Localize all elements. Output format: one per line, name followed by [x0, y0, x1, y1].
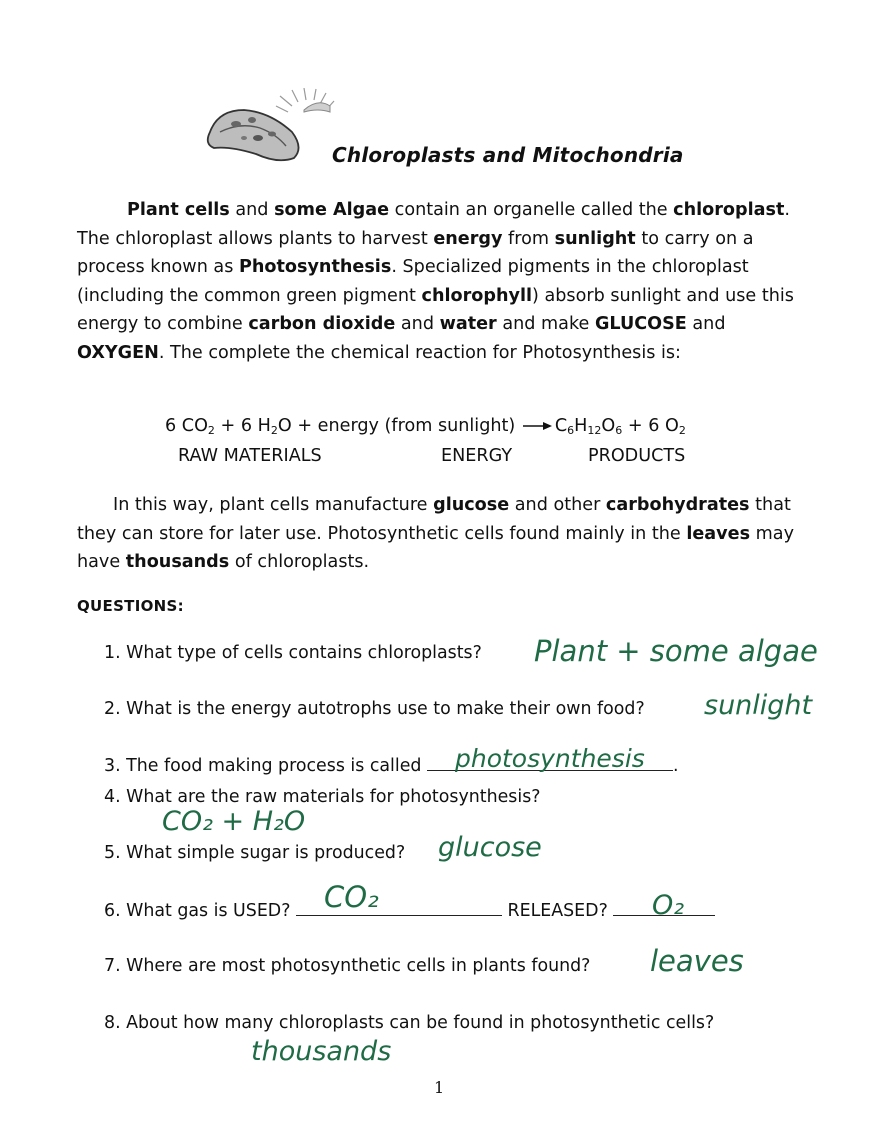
question-2: 2. What is the energy autotrophs use to make their own food? [104, 699, 645, 719]
label-products: PRODUCTS [588, 446, 686, 466]
answer-6-used: CO₂ [324, 880, 379, 914]
page-title: Chloroplasts and Mitochondria [332, 143, 684, 167]
eq-right-b-sub: 12 [587, 424, 602, 437]
bold-term: energy [433, 228, 503, 249]
label-energy: ENERGY [441, 446, 513, 466]
paragraph-text: In this way, plant cells manufacture [113, 495, 434, 515]
paragraph-text: from [502, 228, 555, 249]
chloroplast-sun-illustration [200, 88, 340, 166]
question-8: 8. About how many chloroplasts can be found in photosynthetic cells? [104, 1013, 715, 1033]
paragraph-text: ) absorb sunlight and use this energy to combine [77, 285, 794, 334]
bold-term: carbohydrates [605, 495, 750, 515]
paragraph-text: may have [77, 523, 794, 572]
page-number: 1 [434, 1078, 445, 1097]
question-5: 5. What simple sugar is produced? [104, 843, 406, 863]
question-7: 7. Where are most photosynthetic cells in plants found? [104, 956, 591, 976]
paragraph-text: and make [496, 314, 595, 334]
question-4: 4. What are the raw materials for photosynthesis? [104, 787, 541, 807]
bold-term: chlorophyll [421, 285, 533, 306]
eq-left-c: O + energy (from sunlight) [277, 416, 516, 436]
answer-6-released: O₂ [652, 890, 685, 921]
bold-term: some Algae [274, 200, 390, 220]
answer-5: glucose [438, 832, 542, 863]
bold-term: water [439, 314, 497, 334]
second-paragraph [77, 491, 797, 577]
bold-term: sunlight [554, 228, 636, 249]
paragraph-text: to carry on a process known as [77, 228, 754, 277]
eq-left-a-sub: 2 [207, 424, 215, 437]
bold-term: Plant cells [127, 200, 230, 220]
paragraph-text: that they can store for later use. Photosynthetic cells found mainly in the [77, 495, 791, 544]
bold-term: chloroplast [673, 200, 785, 220]
eq-right-b: H [574, 416, 588, 436]
paragraph-text: and other [509, 495, 606, 515]
label-raw-materials: RAW MATERIALS [178, 446, 322, 466]
question-6-used-text: 6. What gas is USED? [104, 901, 291, 921]
eq-right-a: C [554, 416, 568, 436]
paragraph-text: of chloroplasts. [229, 552, 370, 572]
paragraph-text: and [229, 200, 275, 220]
bold-term: thousands [125, 552, 230, 572]
eq-left-a: 6 CO [165, 416, 208, 436]
answer-2: sunlight [704, 690, 813, 721]
eq-right-c-sub: 6 [615, 424, 623, 437]
question-6 [104, 899, 715, 921]
question-1: 1. What type of cells contains chloroplasts? [104, 643, 482, 663]
answer-7: leaves [650, 944, 744, 978]
bold-term: OXYGEN [77, 342, 159, 363]
paragraph-text: . Specialized pigments in the chloroplast (including the common green pigment [77, 257, 749, 306]
eq-right-a-sub: 6 [567, 424, 575, 437]
photosynthesis-equation [165, 416, 686, 437]
questions-heading: QUESTIONS: [77, 597, 184, 615]
paragraph-text: . The complete the chemical reaction for Photosynthesis is: [158, 342, 681, 363]
eq-right-d: + 6 O [622, 416, 679, 436]
question-6-released-text: RELEASED? [507, 901, 608, 921]
bold-term: GLUCOSE [594, 314, 687, 334]
eq-left-b-sub: 2 [270, 424, 278, 437]
paragraph-text: and [395, 314, 440, 334]
right-arrow-icon [523, 421, 553, 431]
paragraph-text: and [686, 314, 726, 334]
bold-term: Photosynthesis [238, 257, 392, 277]
bold-term: leaves [686, 523, 751, 544]
intro-paragraph [77, 196, 797, 367]
eq-right-d-sub: 2 [678, 424, 686, 437]
answer-4: CO₂ + H₂O [162, 806, 306, 837]
answer-8: thousands [251, 1036, 392, 1067]
bold-term: glucose [433, 495, 510, 515]
bold-term: carbon dioxide [248, 314, 396, 334]
question-3-end: . [672, 756, 679, 776]
answer-1: Plant + some algae [534, 634, 818, 668]
answer-3: photosynthesis [455, 744, 645, 773]
paragraph-text: . The chloroplast allows plants to harvest [77, 200, 790, 249]
eq-right-c: O [601, 416, 616, 436]
eq-left-b: + 6 H [214, 416, 271, 436]
question-3-text: 3. The food making process is called [104, 756, 422, 776]
paragraph-text: contain an organelle called the [389, 200, 674, 220]
